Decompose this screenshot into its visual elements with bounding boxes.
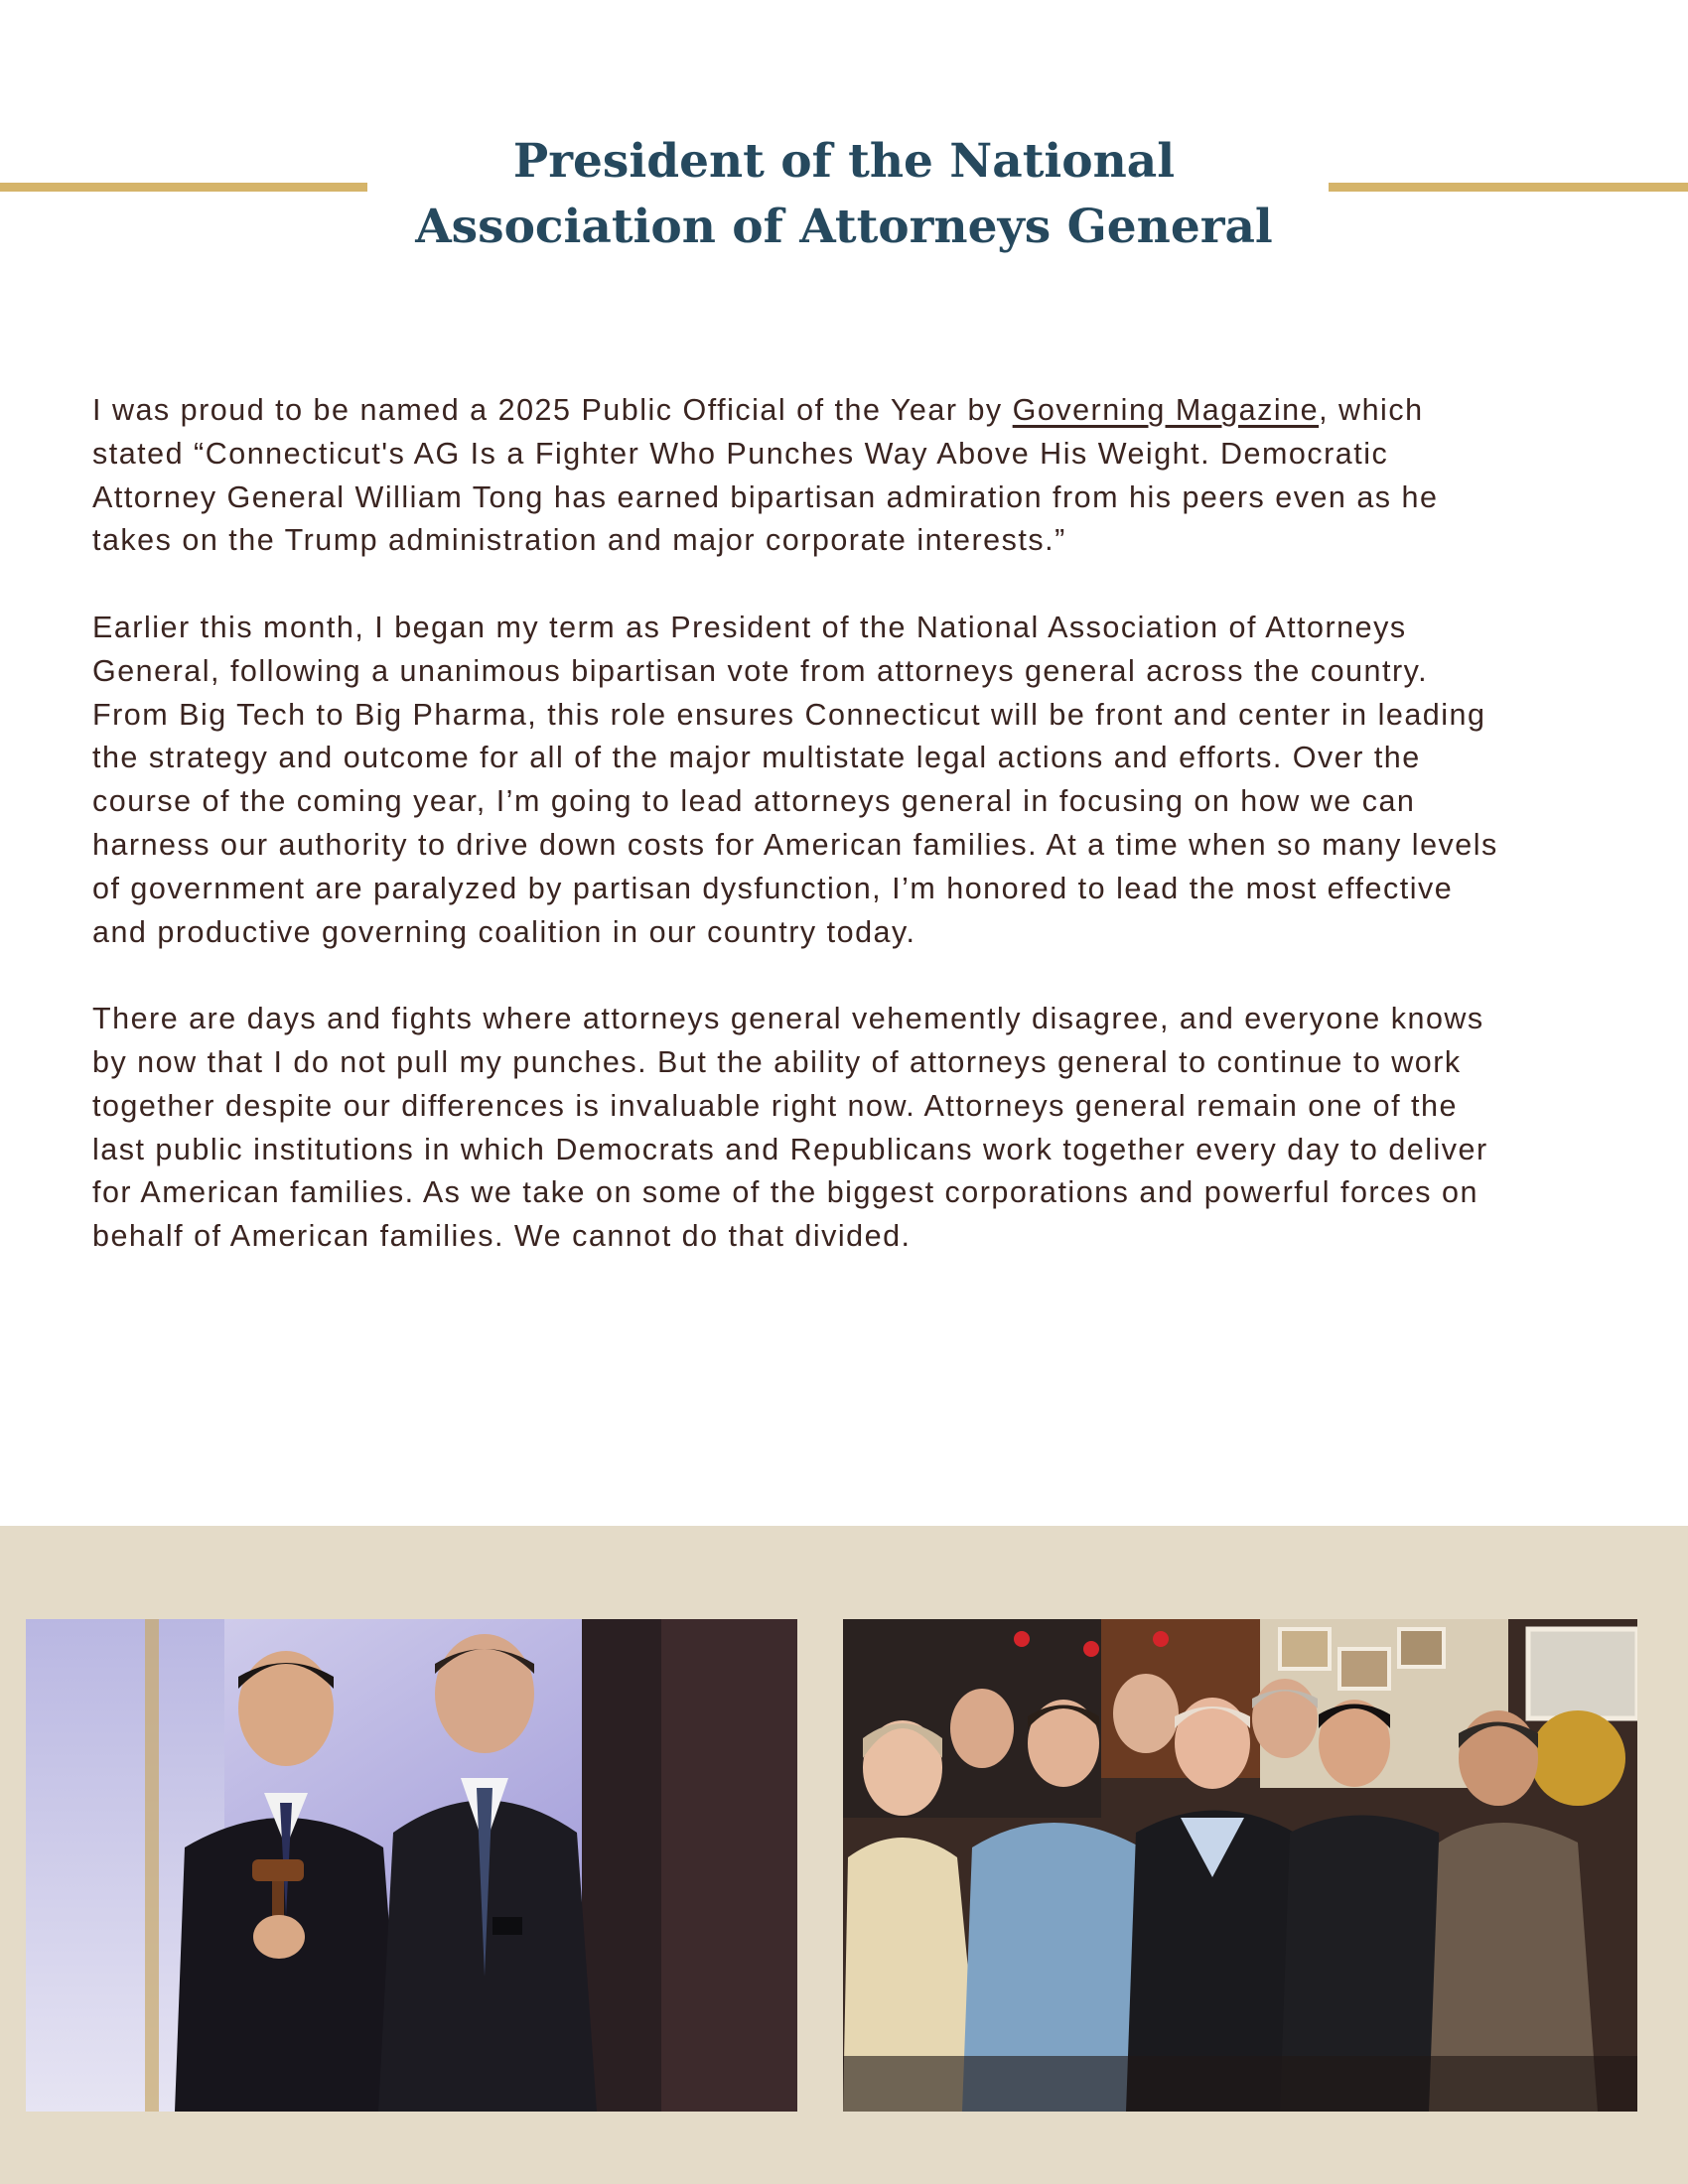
paragraph-line: by now that I do not pull my punches. But the ability of attorneys general to continue to work [92, 1044, 1462, 1079]
paragraph-line: of government are paralyzed by partisan dysfunction, I’m honored to lead the most effective [92, 871, 1454, 905]
paragraph-3 [92, 998, 1641, 1259]
paragraph-1 [92, 389, 1641, 563]
text-segment: , which [1319, 393, 1424, 427]
photo-group [843, 1619, 1637, 2112]
page-title-line-1: President of the National [512, 134, 1176, 189]
paragraph-line: stated “Connecticut's AG Is a Fighter Who Punches Way Above His Weight. Democratic [92, 436, 1389, 471]
paragraph-line: General, following a unanimous bipartisan vote from attorneys general across the country. [92, 653, 1429, 688]
paragraph-line: There are days and fights where attorneys general vehemently disagree, and everyone knows [92, 1002, 1484, 1036]
photo-gavel-handoff-image [26, 1619, 797, 2112]
text-segment: I was proud to be named a 2025 Public Official of the Year by [92, 393, 1013, 427]
paragraph-line: together despite our differences is invaluable right now. Attorneys general remain one of the [92, 1088, 1458, 1123]
photo-gavel-handoff [26, 1619, 797, 2112]
paragraph-line: for American families. As we take on some of the biggest corporations and powerful forces on [92, 1175, 1478, 1210]
photo-group-image [843, 1619, 1637, 2112]
paragraph-line: harness our authority to drive down costs for American families. At a time when so many levels [92, 827, 1498, 862]
paragraph-line: From Big Tech to Big Pharma, this role ensures Connecticut will be front and center in leading [92, 697, 1486, 732]
paragraph-line: takes on the Trump administration and major corporate interests.” [92, 523, 1066, 558]
paragraph-line: the strategy and outcome for all of the major multistate legal actions and efforts. Over the [92, 741, 1421, 775]
page-title-line-2: Association of Attorneys General [415, 200, 1273, 254]
paragraph-2 [92, 607, 1641, 954]
paragraph-line: behalf of American families. We cannot do that divided. [92, 1219, 912, 1254]
article-body [92, 389, 1641, 1302]
paragraph-line: Earlier this month, I began my term as President of the National Association of Attorneys [92, 610, 1407, 644]
paragraph-line: last public institutions in which Democrats and Republicans work together every day to deliver [92, 1132, 1488, 1166]
paragraph-line [92, 389, 1641, 433]
page-title [0, 129, 1688, 260]
paragraph-line: and productive governing coalition in our country today. [92, 914, 916, 949]
paragraph-line: Attorney General William Tong has earned bipartisan admiration from his peers even as he [92, 479, 1439, 514]
paragraph-line: course of the coming year, I’m going to lead attorneys general in focusing on how we can [92, 784, 1416, 819]
governing-magazine-link[interactable]: Governing Magazine [1012, 393, 1320, 427]
